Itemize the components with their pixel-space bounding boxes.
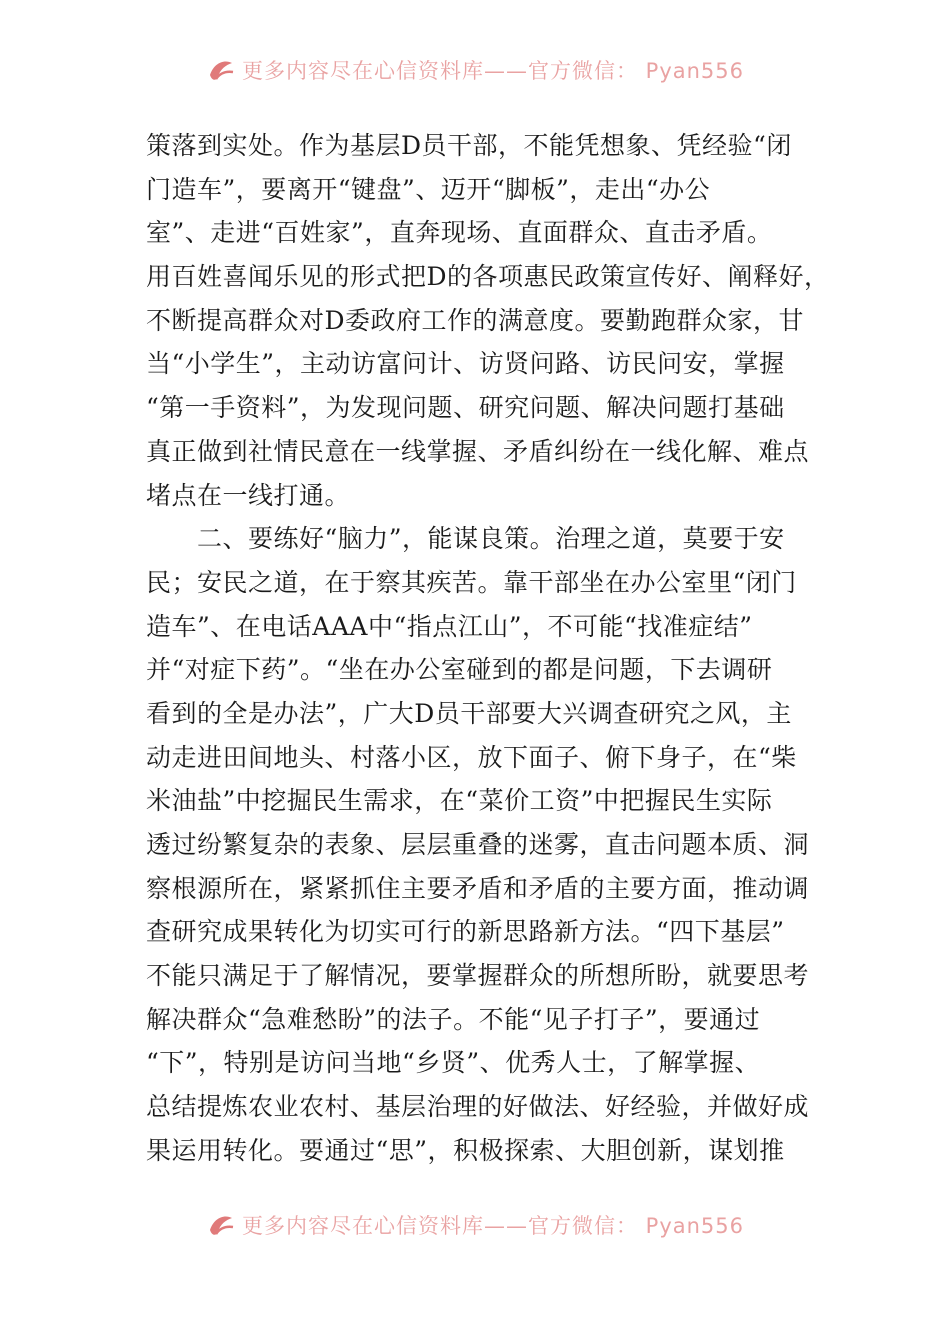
document-body [146, 124, 830, 1173]
text-line: 民；安民之道，在于察其疾苦。靠干部坐在办公室里“闭门 [146, 567, 797, 597]
brush-logo-icon [206, 1210, 236, 1240]
brush-logo-icon [206, 55, 236, 85]
text-line: 解决群众“急难愁盼”的法子。不能“见子打子”，要通过 [146, 1004, 761, 1034]
text-line: 造车”、在电话AAA中“指点江山”，不可能“找准症结” [146, 611, 753, 641]
text-line: 策落到实处。作为基层D员干部，不能凭想象、凭经验“闭 [146, 131, 792, 160]
text-line: 米油盐”中挖掘民生需求，在“菜价工资”中把握民生实际 [146, 786, 773, 816]
text-line: 查研究成果转化为切实可行的新思路新方法。“四下基层” [146, 917, 785, 947]
text-line: 二、要练好“脑力”，能谋良策。治理之道，莫要于安 [146, 524, 785, 554]
text-line: 动走进田间地头、村落小区，放下面子、俯下身子，在“柴 [146, 742, 797, 772]
text-line: “第一手资料”，为发现问题、研究问题、解决问题打基础 [146, 393, 785, 423]
text-line: 果运用转化。要通过“思”，积极探索、大胆创新，谋划推 [146, 1135, 785, 1165]
watermark-text: 更多内容尽在心信资料库——官方微信： Pyan556 [241, 1214, 745, 1238]
text-line: 室”、走进“百姓家”，直奔现场、直面群众、直击矛盾。 [146, 218, 773, 248]
watermark-header [0, 52, 950, 88]
text-line: 不能只满足于了解情况，要掌握群众的所想所盼，就要思考 [146, 961, 810, 991]
text-line: 总结提炼农业农村、基层治理的好做法、好经验，并做好成 [146, 1092, 810, 1122]
text-line: 真正做到社情民意在一线掌握、矛盾纠纷在一线化解、难点 [146, 436, 810, 466]
text-line: 堵点在一线打通。 [146, 480, 351, 510]
text-line: 当“小学生”，主动访富问计、访贤问路、访民问安，掌握 [146, 349, 785, 379]
text-line: “下”，特别是访问当地“乡贤”、优秀人士，了解掌握、 [146, 1048, 761, 1078]
text-line: 不断提高群众对D委政府工作的满意度。要勤跑群众家，甘 [146, 305, 805, 335]
text-line: 透过纷繁复杂的表象、层层重叠的迷雾，直击问题本质、洞 [146, 830, 810, 859]
watermark-text: 更多内容尽在心信资料库——官方微信： Pyan556 [241, 59, 745, 83]
text-line: 用百姓喜闻乐见的形式把D的各项惠民政策宣传好、阐释好， [146, 262, 830, 292]
text-line: 看到的全是办法”，广大D员干部要大兴调查研究之风，主 [146, 698, 792, 728]
text-line: 察根源所在，紧紧抓住主要矛盾和矛盾的主要方面，推动调 [146, 873, 810, 903]
watermark-footer [0, 1207, 950, 1243]
text-line: 并“对症下药”。“坐在办公室碰到的都是问题，下去调研 [146, 655, 773, 685]
text-line: 门造车”，要离开“键盘”、迈开“脚板”，走出“办公 [146, 174, 711, 204]
